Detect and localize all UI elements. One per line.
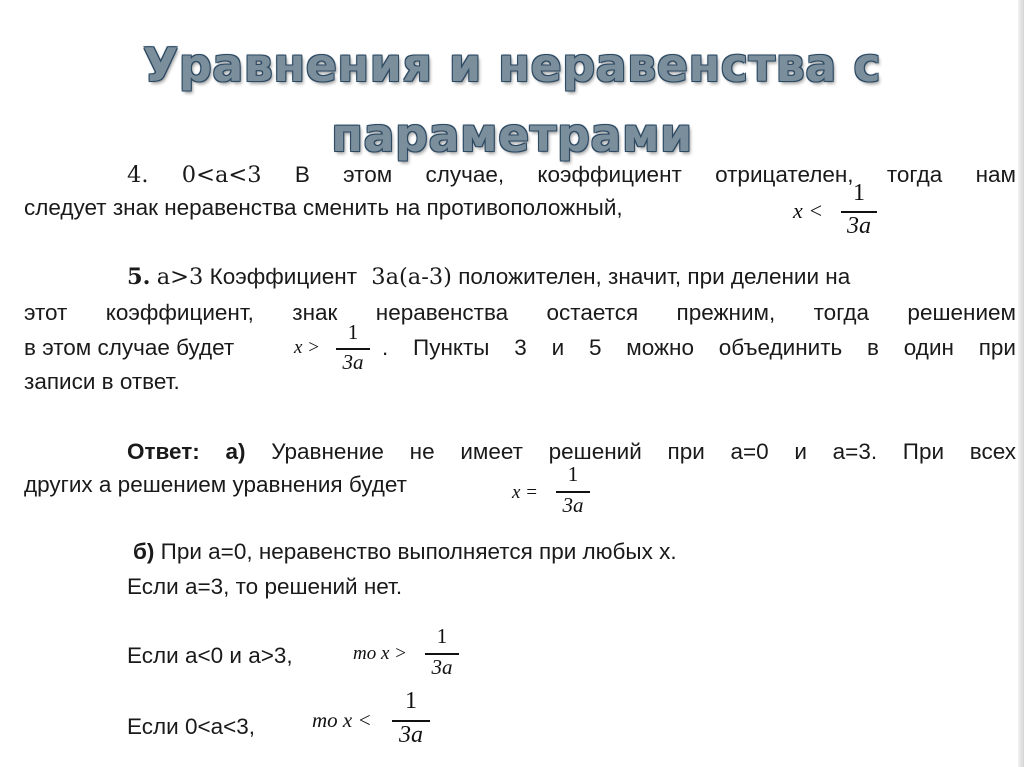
case5-formula-denominator: 3a — [342, 350, 364, 374]
case5-formula-numerator: 1 — [347, 320, 359, 344]
part-b-formula-4-denominator: 3a — [399, 722, 423, 748]
part-b-line-2: Если a=3, то решений нет. — [127, 574, 403, 599]
part-b-label: б) — [133, 539, 155, 564]
case5-line-2: этот коэффициент, знак неравенства остается прежним, тогда решением — [24, 300, 1016, 325]
case5-line-3b: . Пункты 3 и 5 можно объединить в один при — [382, 335, 1016, 360]
case5-line-3a: в этом случае будет — [24, 335, 235, 360]
part-b-formula-3-lhs: то x > — [353, 643, 407, 664]
part-b-formula-3-numerator: 1 — [436, 624, 448, 648]
case5-text-1b: положителен, значит, при делении на — [458, 264, 851, 289]
case4-formula-denominator: 3a — [847, 213, 871, 239]
case5-line-1 — [127, 262, 1016, 292]
answer-label: Ответ: а) — [127, 439, 246, 464]
answer-formula-lhs: x = — [512, 482, 539, 503]
answer-formula-denominator: 3a — [562, 493, 584, 517]
case5-number: 5. — [127, 264, 151, 290]
part-b-line-1 — [133, 537, 1013, 567]
answer-text-1: Уравнение не имеет решений при a=0 и a=3. При всех — [271, 439, 1016, 464]
case5-condition: a>3 — [156, 264, 204, 290]
part-b-formula-4 — [312, 688, 434, 754]
part-b-formula-3 — [353, 624, 463, 684]
case5-formula-lhs: x > — [294, 337, 321, 358]
case4-number: 4. — [127, 162, 149, 188]
part-b-line-3: Если a<0 и a>3, — [127, 643, 293, 668]
part-b-line-4: Если 0<a<3, — [127, 714, 256, 739]
slide-title-line-2: параметрами — [331, 108, 693, 162]
case4-formula — [793, 180, 883, 244]
case5-line-4: записи в ответ. — [24, 369, 180, 394]
case5-text-1a: Коэффициент — [209, 264, 358, 289]
case4-condition: 0<a<3 — [181, 162, 262, 188]
part-b-formula-4-lhs: то x < — [312, 708, 372, 732]
answer-formula-numerator: 1 — [567, 462, 579, 486]
part-b-text-1: При a=0, неравенство выполняется при любых x. — [160, 539, 677, 564]
case4-formula-lhs: x < — [793, 198, 824, 223]
case5-formula — [294, 320, 378, 380]
case4-line-2: следует знак неравенства сменить на противоположный, — [24, 195, 623, 220]
case4-formula-numerator: 1 — [853, 180, 865, 206]
part-b-formula-3-denominator: 3a — [431, 655, 453, 679]
answer-formula — [512, 460, 592, 522]
slide-title-line-1: Уравнения и неравенства с — [142, 38, 882, 92]
slide-edge-shadow — [1018, 0, 1024, 767]
case5-expression: 3a(a-3) — [371, 264, 452, 290]
case4-text-1: В этом случае, коэффициент отрицателен, тогда нам — [294, 162, 1016, 187]
part-b-formula-4-numerator: 1 — [405, 688, 417, 714]
answer-line-2: других a решением уравнения будет — [24, 472, 407, 497]
